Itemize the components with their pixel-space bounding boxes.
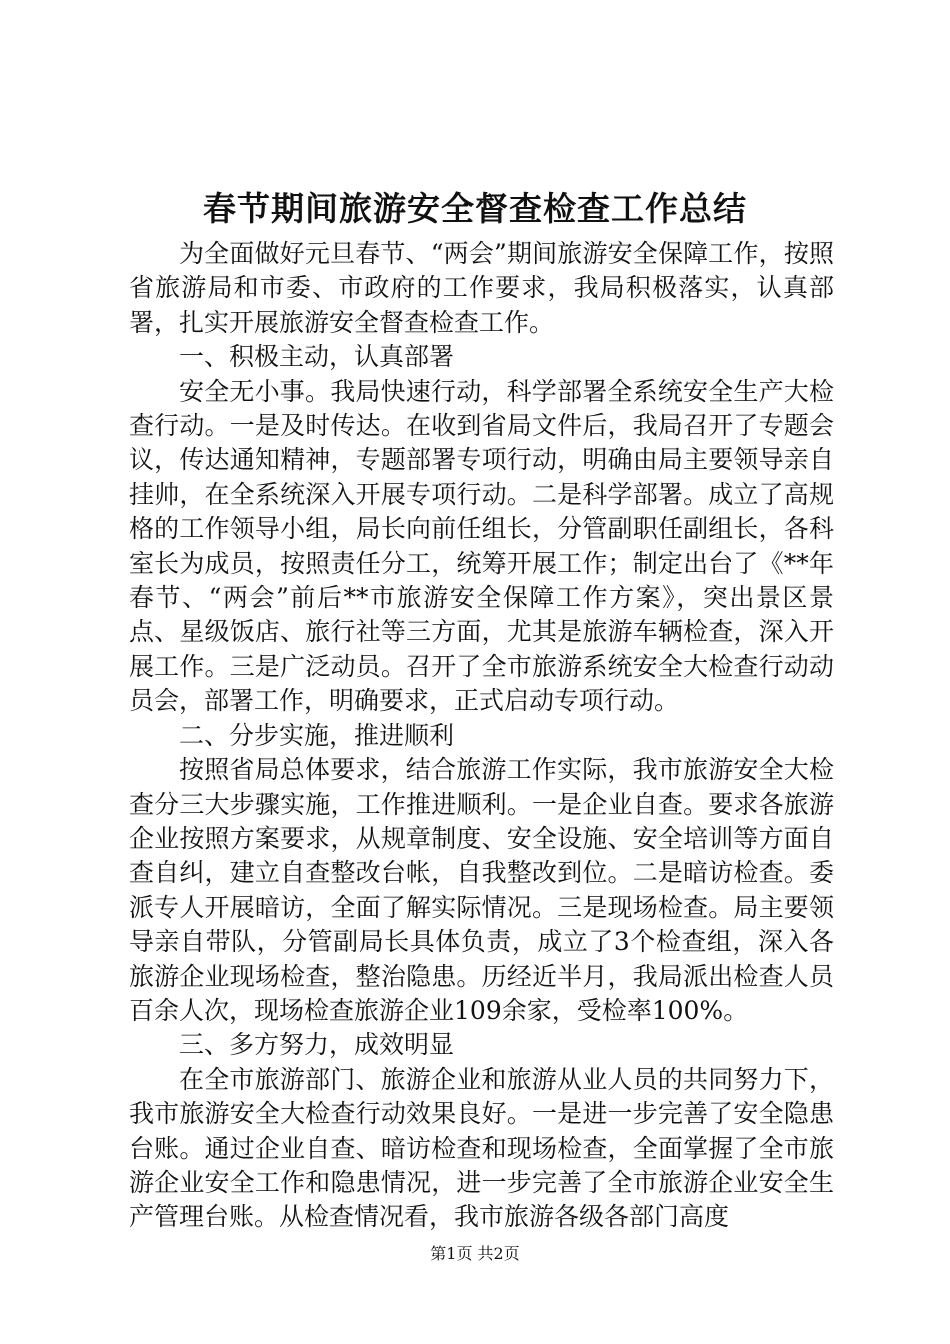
document-title: 春节期间旅游安全督查检查工作总结: [203, 189, 747, 228]
section-heading-2: 二、分步实施，推进顺利: [179, 720, 455, 750]
section-paragraph-1: 安全无小事。我局快速行动，科学部署全系统安全生产大检查行动。一是及时传达。在收到省局文件后，我局召开了专题会议，传达通知精神，专题部署专项行动，明确由局主要领导亲自挂帅，在全系统深入开展专项行动。二是科学部署。成立了高规格的工作领导小组，局长向前任组长，分管副职任副组长，各科室长为成员，按照责任分工，统筹开展工作；制定出台了《**年春节、“两会”前后**市旅游安全保障工作方案》，突出景区景点、星级饭店、旅行社等三方面，尤其是旅游车辆检查，深入开展工作。三是广泛动员。召开了全市旅游系统安全大检查行动动员会，部署工作，明确要求，正式启动专项行动。: [129, 376, 834, 716]
document-body: [129, 237, 834, 1235]
section-heading-3: 三、多方努力，成效明显: [179, 1030, 455, 1060]
section-paragraph-2: 按照省局总体要求，结合旅游工作实际，我市旅游安全大检查分三大步骤实施，工作推进顺利。一是企业自查。要求各旅游企业按照方案要求，从规章制度、安全设施、安全培训等方面自查自纠，建立自查整改台帐，自我整改到位。二是暗访检查。委派专人开展暗访，全面了解实际情况。三是现场检查。局主要领导亲自带队，分管副局长具体负责，成立了3个检查组，深入各旅游企业现场检查，整治隐患。历经近半月，我局派出检查人员百余人次，现场检查旅游企业109余家，受检率100%。: [129, 755, 834, 1025]
section-paragraph-3: 在全市旅游部门、旅游企业和旅游从业人员的共同努力下，我市旅游安全大检查行动效果良好。一是进一步完善了安全隐患台账。通过企业自查、暗访检查和现场检查，全面掌握了全市旅游企业安全工作和隐患情况，进一步完善了全市旅游企业安全生产管理台账。从检查情况看，我市旅游各级各部门高度: [129, 1064, 834, 1232]
intro-paragraph: 为全面做好元旦春节、“两会”期间旅游安全保障工作，按照省旅游局和市委、市政府的工作要求，我局积极落实，认真部署，扎实开展旅游安全督查检查工作。: [129, 239, 834, 337]
section-heading-1: 一、积极主动，认真部署: [179, 342, 455, 372]
page-number-footer: 第1页 共2页: [430, 1244, 520, 1263]
